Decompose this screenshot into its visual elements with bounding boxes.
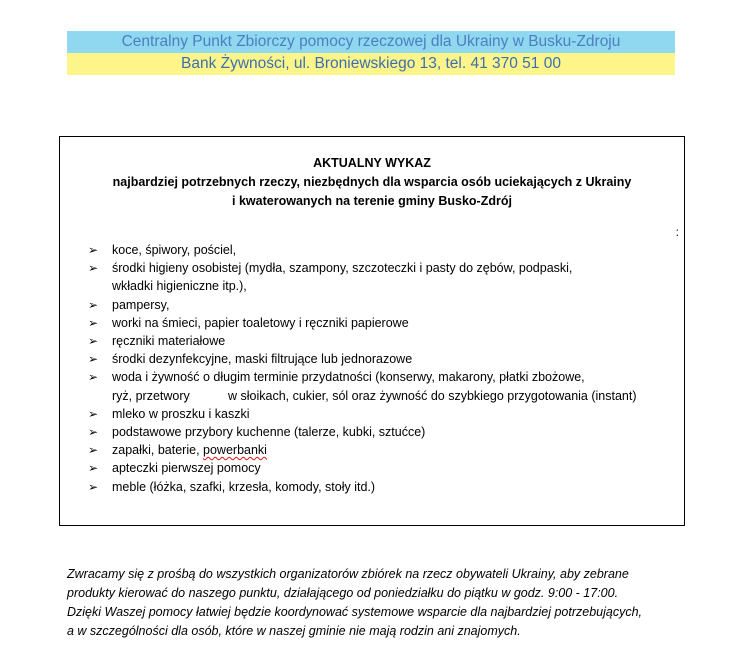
list-item-text: zapałki, baterie, powerbanki — [112, 443, 267, 458]
list-item-text: wkładki higieniczne itp.), — [112, 279, 247, 294]
arrow-bullet-icon: ➢ — [88, 261, 99, 276]
list-item-text: apteczki pierwszej pomocy — [112, 461, 261, 476]
list-item — [88, 423, 668, 441]
stray-mark: : — [675, 225, 679, 239]
list-item-text: woda i żywność o długim terminie przydatności (konserwy, makarony, płatki zbożowe, — [112, 370, 585, 385]
list-item — [88, 241, 668, 259]
needs-subtitle-2: i kwaterowanych na terenie gminy Busko-Zdrój — [232, 194, 512, 208]
list-item-text: worki na śmieci, papier toaletowy i ręczniki papierowe — [112, 315, 409, 330]
list-item — [88, 259, 668, 295]
list-item-text: ręczniki materiałowe — [112, 334, 226, 349]
list-item-text: ryż, przetwory w słoikach, cukier, sól oraz żywność do szybkiego przygotowania (instant) — [112, 388, 637, 403]
needs-box-heading — [60, 154, 684, 211]
footer-line: a w szczególności dla osób, które w naszej gminie nie mają rodzin ani znajomych. — [67, 624, 521, 638]
arrow-bullet-icon: ➢ — [88, 315, 99, 330]
arrow-bullet-icon: ➢ — [88, 406, 99, 421]
list-item — [88, 314, 668, 332]
arrow-bullet-icon: ➢ — [88, 352, 99, 367]
list-item — [88, 478, 668, 496]
list-item — [88, 405, 668, 423]
needs-subtitle-1: najbardziej potrzebnych rzeczy, niezbędnych dla wsparcia osób uciekających z Ukrainy — [112, 175, 632, 189]
list-item-text: mleko w proszku i kaszki — [112, 406, 250, 421]
list-item-text: pampersy, — [112, 297, 170, 312]
list-item — [88, 332, 668, 350]
list-item — [88, 459, 668, 477]
list-item-text: środki dezynfekcyjne, maski filtrujące lub jednorazowe — [112, 352, 413, 367]
arrow-bullet-icon: ➢ — [88, 479, 99, 494]
list-item-text: meble (łóżka, szafki, krzesła, komody, stoły itd.) — [112, 479, 376, 494]
arrow-bullet-icon: ➢ — [88, 443, 99, 458]
list-item — [88, 350, 668, 368]
arrow-bullet-icon: ➢ — [88, 425, 99, 440]
needs-box — [59, 136, 685, 526]
arrow-bullet-icon: ➢ — [88, 297, 99, 312]
arrow-bullet-icon: ➢ — [88, 334, 99, 349]
footer-line: produkty kierować do naszego punktu, działającego od poniedziałku do piątku w godz. 9:00 - 17:00. — [67, 586, 619, 600]
header-address: Bank Żywności, ul. Broniewskiego 13, tel. 41 370 51 00 — [67, 53, 675, 75]
needs-title: AKTUALNY WYKAZ — [313, 156, 431, 170]
list-item — [88, 368, 668, 404]
arrow-bullet-icon: ➢ — [88, 461, 99, 476]
list-item-text: koce, śpiwory, pościel, — [112, 243, 237, 257]
footer-appeal — [67, 565, 687, 641]
needs-list — [88, 241, 668, 496]
list-item-text: podstawowe przybory kuchenne (talerze, kubki, sztućce) — [112, 425, 426, 440]
arrow-bullet-icon: ➢ — [88, 243, 99, 257]
list-item — [88, 296, 668, 314]
footer-line: Dzięki Waszej pomocy łatwiej będzie koordynować systemowe wsparcie dla najbardziej potrzebujących, — [67, 605, 643, 619]
arrow-bullet-icon: ➢ — [88, 370, 99, 385]
list-item-text: środki higieny osobistej (mydła, szampony, szczoteczki i pasty do zębów, podpaski, — [112, 261, 573, 276]
spellcheck-word: powerbanki — [203, 443, 267, 458]
footer-line: Zwracamy się z prośbą do wszystkich organizatorów zbiórek na rzecz obywateli Ukrainy, aby zebrane — [67, 567, 629, 581]
header-org-name: Centralny Punkt Zbiorczy pomocy rzeczowej dla Ukrainy w Busku-Zdroju — [67, 31, 675, 53]
list-item — [88, 441, 668, 459]
